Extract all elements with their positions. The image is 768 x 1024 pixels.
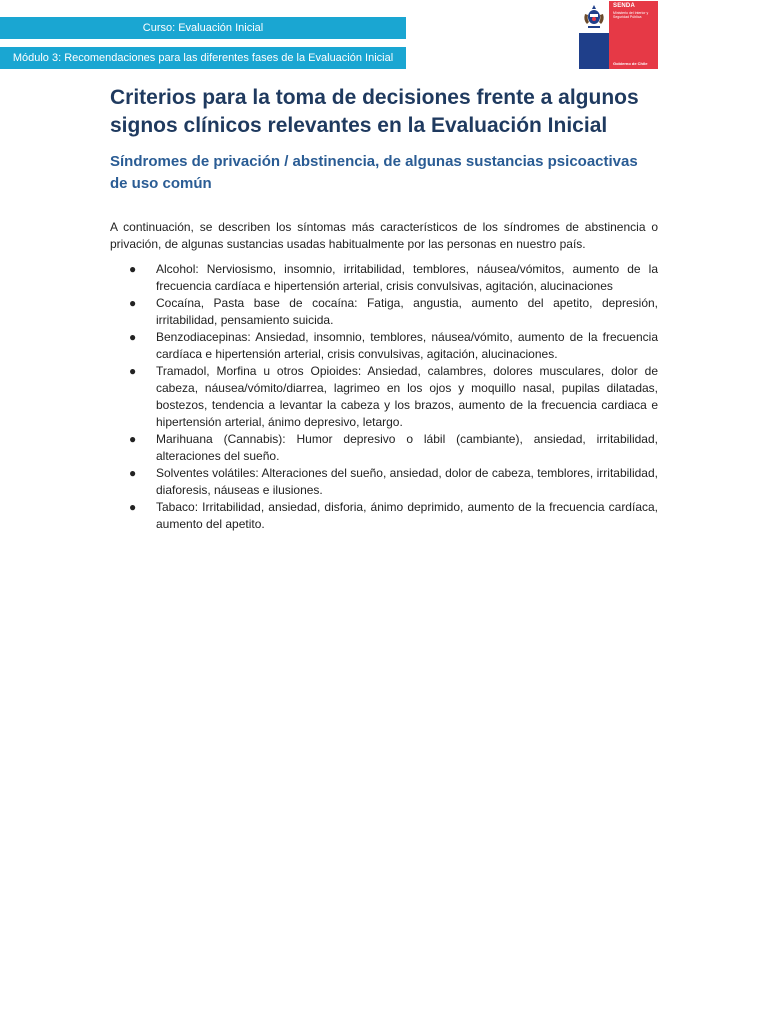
module-title: Módulo 3: Recomendaciones para las diferentes fases de la Evaluación Inicial	[12, 52, 394, 64]
bullet-icon: ●	[129, 466, 137, 480]
bullet-icon: ●	[129, 500, 137, 514]
logo-ministry-text: Ministerio del Interior y Seguridad Pública	[613, 11, 649, 19]
logo-red-panel	[609, 1, 658, 69]
bullet-icon: ●	[129, 262, 137, 276]
course-title: Curso: Evaluación Inicial	[142, 22, 264, 34]
logo-crest-panel	[579, 1, 609, 69]
logo-blue-band	[579, 33, 609, 69]
list-item	[110, 329, 658, 363]
list-item-text: Tabaco: Irritabilidad, ansiedad, disforia, ánimo deprimido, aumento de la frecuencia cardíaca, aumento del apetito.	[156, 500, 658, 531]
module-banner	[0, 47, 406, 69]
list-item-text: Tramadol, Morfina u otros Opioides: Ansiedad, calambres, dolores musculares, dolor de cabeza, náusea/vómito/diarrea, lagrimeo en los ojos y moquillo nasal, pupilas dilatadas, bostezos, tendencia a levantar la cabeza y los brazos, aumento de la frecuencia cardiaca e hipertensión arterial, ánimo depresivo, letargo.	[156, 364, 658, 429]
document-title: Criterios para la toma de decisiones frente a algunos signos clínicos relevantes en la Evaluación Inicial	[110, 86, 639, 137]
list-item-text: Benzodiacepinas: Ansiedad, insomnio, temblores, náusea/vómito, aumento de la frecuencia cardíaca e hipertensión arterial, crisis convulsivas, agitación, alucinaciones.	[156, 330, 658, 361]
bullet-icon: ●	[129, 364, 137, 378]
bullet-icon: ●	[129, 296, 137, 310]
list-item	[110, 295, 658, 329]
list-item-text: Marihuana (Cannabis): Humor depresivo o lábil (cambiante), ansiedad, irritabilidad, alteraciones del sueño.	[156, 432, 658, 463]
logo-government-text: Gobierno de Chile	[613, 61, 648, 66]
list-item	[110, 499, 658, 533]
logo-brand-text: SENDA	[613, 3, 636, 9]
list-item	[110, 261, 658, 295]
list-item	[110, 363, 658, 431]
document-body	[110, 84, 658, 533]
bullet-icon: ●	[129, 330, 137, 344]
senda-logo	[579, 1, 658, 69]
list-item-text: Cocaína, Pasta base de cocaína: Fatiga, angustia, aumento del apetito, depresión, irritabilidad, pensamiento suicida.	[156, 296, 658, 327]
bullet-icon: ●	[129, 432, 137, 446]
list-item	[110, 465, 658, 499]
symptom-list	[110, 261, 658, 533]
list-item-text: Solventes volátiles: Alteraciones del sueño, ansiedad, dolor de cabeza, temblores, irritabilidad, diaforesis, náuseas e ilusiones.	[156, 466, 658, 497]
course-banner	[0, 17, 406, 39]
list-item	[110, 431, 658, 465]
intro-paragraph: A continuación, se describen los síntomas más característicos de los síndromes de abstinencia o privación, de algunas sustancias usadas habitualmente por las personas en nuestro país.	[110, 220, 658, 251]
document-subtitle: Síndromes de privación / abstinencia, de algunas sustancias psicoactivas de uso común	[110, 153, 638, 192]
coat-of-arms-icon	[582, 4, 606, 30]
list-item-text: Alcohol: Nerviosismo, insomnio, irritabilidad, temblores, náusea/vómitos, aumento de la frecuencia cardíaca e hipertensión arterial, crisis convulsivas, agitación, alucinaciones	[156, 262, 658, 293]
